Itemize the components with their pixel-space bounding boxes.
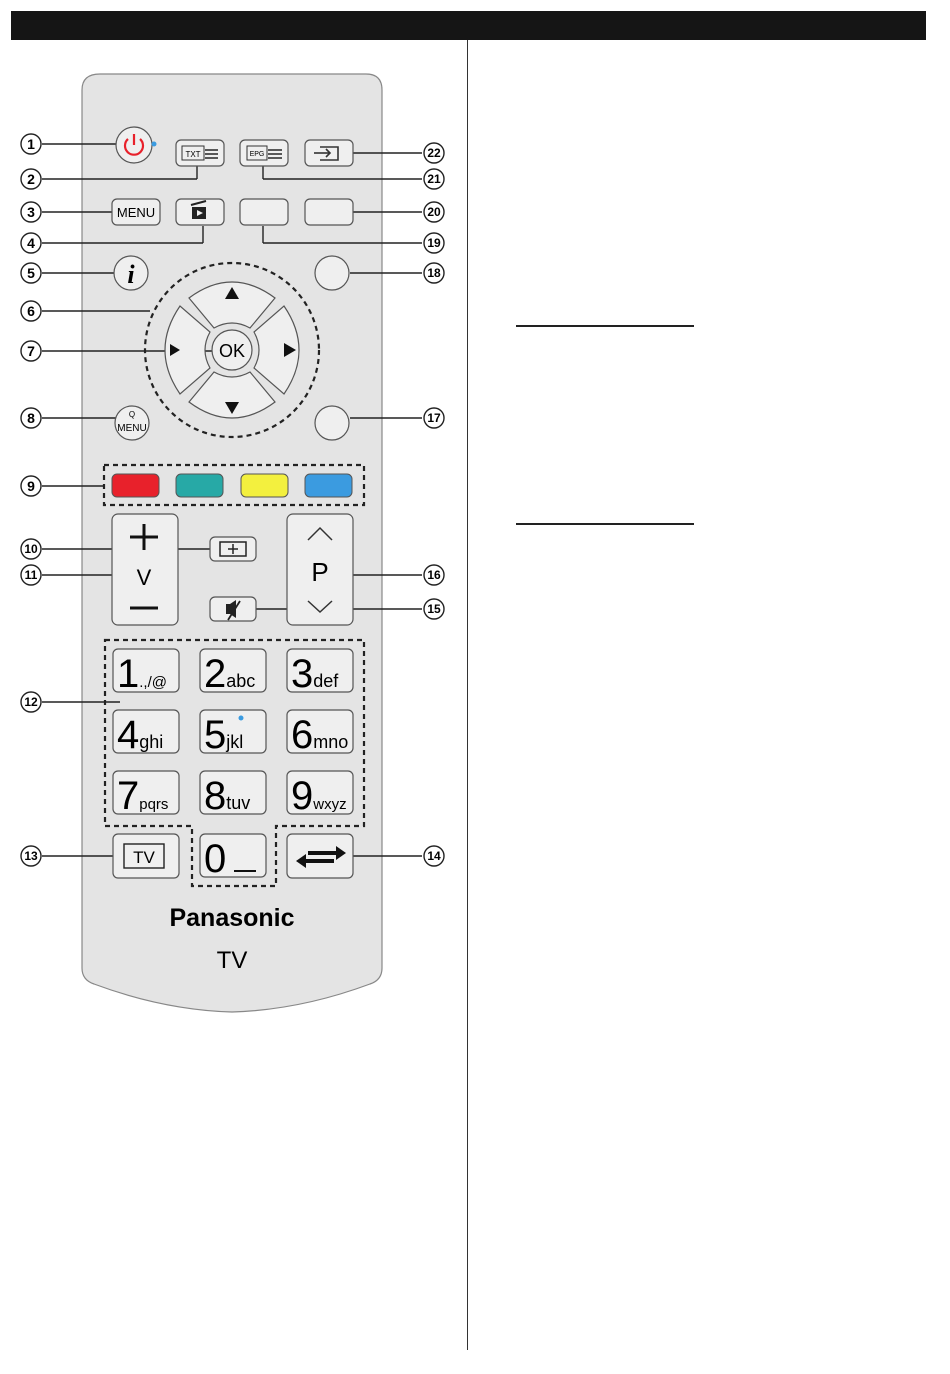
number-key-4[interactable] — [113, 710, 179, 757]
svg-text:17: 17 — [427, 411, 441, 425]
model-label: TV — [216, 947, 248, 974]
source-button[interactable] — [305, 140, 353, 166]
number-key-1[interactable] — [113, 649, 179, 696]
svg-text:MENU: MENU — [117, 423, 147, 434]
callout-6 — [21, 301, 41, 321]
callout-11 — [21, 565, 41, 585]
tv-button[interactable] — [113, 834, 179, 878]
function-button-19[interactable] — [240, 199, 288, 225]
svg-text:V: V — [136, 565, 152, 590]
svg-text:Q: Q — [128, 410, 136, 419]
swap-button[interactable] — [287, 834, 353, 878]
number-key-label: 0 — [204, 837, 227, 881]
menu-button[interactable] — [112, 199, 160, 225]
number-key-label: 4ghi — [117, 713, 164, 757]
callout-18 — [424, 263, 444, 283]
callout-10 — [21, 539, 41, 559]
callout-17 — [424, 408, 444, 428]
number-key-7[interactable] — [113, 771, 179, 818]
callout-8 — [21, 408, 41, 428]
svg-text:19: 19 — [427, 236, 441, 250]
callout-13 — [21, 846, 41, 866]
svg-text:11: 11 — [24, 568, 38, 582]
svg-text:18: 18 — [427, 266, 441, 280]
svg-text:P: P — [311, 557, 329, 587]
callout-3 — [21, 202, 41, 222]
svg-text:4: 4 — [27, 235, 35, 251]
callout-20 — [424, 202, 444, 222]
callout-4 — [21, 233, 41, 253]
teletext-button[interactable] — [176, 140, 224, 166]
svg-text:22: 22 — [427, 146, 441, 160]
svg-text:15: 15 — [427, 602, 441, 616]
svg-text:6: 6 — [27, 303, 35, 319]
callout-14 — [424, 846, 444, 866]
callout-2 — [21, 169, 41, 189]
tactile-dot-icon — [239, 716, 244, 721]
number-key-6[interactable] — [287, 710, 353, 757]
red-button[interactable] — [112, 474, 159, 497]
callout-19 — [424, 233, 444, 253]
callout-12 — [21, 692, 41, 712]
number-key-label: 5jkl — [204, 713, 244, 757]
number-key-0[interactable] — [200, 834, 266, 881]
callout-22 — [424, 143, 444, 163]
number-key-label: 7pqrs — [117, 774, 169, 818]
callout-7 — [21, 341, 41, 361]
volume-rocker[interactable] — [112, 514, 178, 625]
svg-text:MENU: MENU — [116, 205, 156, 220]
blue-button[interactable] — [305, 474, 352, 497]
number-key-label: 6mno — [291, 713, 349, 757]
number-key-2[interactable] — [200, 649, 266, 696]
svg-text:2: 2 — [27, 171, 35, 187]
yellow-button[interactable] — [241, 474, 288, 497]
svg-text:16: 16 — [427, 568, 441, 582]
number-key-label: 3def — [291, 652, 339, 696]
svg-text:9: 9 — [27, 478, 35, 494]
epg-button[interactable] — [240, 140, 288, 166]
info-button[interactable] — [114, 256, 148, 290]
svg-text:10: 10 — [24, 542, 38, 556]
svg-text:20: 20 — [427, 205, 441, 219]
callout-15 — [424, 599, 444, 619]
number-key-8[interactable] — [200, 771, 266, 818]
svg-text:TV: TV — [133, 848, 155, 867]
svg-text:14: 14 — [427, 849, 441, 863]
green-button[interactable] — [176, 474, 223, 497]
program-rocker[interactable] — [287, 514, 353, 625]
callout-1 — [21, 134, 41, 154]
svg-text:12: 12 — [24, 695, 38, 709]
number-key-label: 2abc — [204, 652, 256, 696]
svg-text:EPG: EPG — [249, 151, 265, 158]
svg-text:5: 5 — [27, 265, 35, 281]
svg-text:13: 13 — [24, 849, 38, 863]
number-key-label: 9wxyz — [291, 774, 347, 818]
callout-21 — [424, 169, 444, 189]
svg-text:7: 7 — [27, 343, 35, 359]
media-browser-button[interactable] — [176, 199, 224, 225]
back-button[interactable] — [315, 256, 349, 290]
brand-logo: Panasonic — [169, 904, 295, 932]
number-key-5[interactable] — [200, 710, 266, 757]
svg-text:21: 21 — [427, 172, 441, 186]
svg-text:3: 3 — [27, 204, 35, 220]
mute-button[interactable] — [210, 597, 256, 621]
screen-mode-button[interactable] — [210, 537, 256, 561]
standby-led-icon — [152, 142, 157, 147]
svg-text:OK: OK — [218, 341, 246, 361]
function-button-20[interactable] — [305, 199, 353, 225]
callout-16 — [424, 565, 444, 585]
svg-text:TXT: TXT — [185, 150, 201, 159]
ok-button[interactable] — [212, 330, 252, 370]
exit-button[interactable] — [315, 406, 349, 440]
info-icon: i — [127, 260, 135, 289]
number-key-label: 1.,/@ — [117, 652, 167, 696]
svg-text:1: 1 — [27, 136, 35, 152]
number-key-3[interactable] — [287, 649, 353, 696]
callout-9 — [21, 476, 41, 496]
number-key-label: 8tuv — [204, 774, 251, 818]
svg-text:8: 8 — [27, 410, 35, 426]
callout-5 — [21, 263, 41, 283]
number-key-9[interactable] — [287, 771, 353, 818]
quick-menu-button[interactable] — [115, 406, 149, 440]
